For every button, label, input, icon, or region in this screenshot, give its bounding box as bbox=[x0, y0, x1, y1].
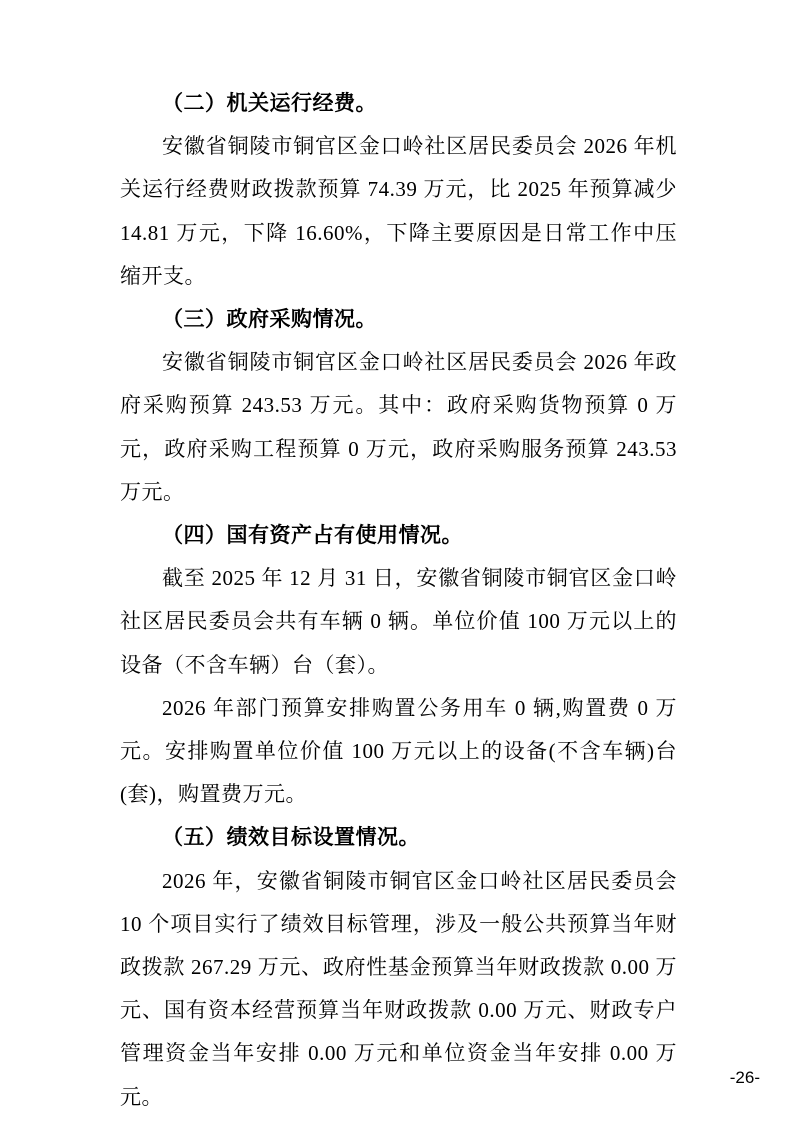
paragraph-state-owned-assets-1: 截至 2025 年 12 月 31 日，安徽省铜陵市铜官区金口岭社区居民委员会共有车辆 0 辆。单位价值 100 万元以上的设备（不含车辆）台（套）。 bbox=[120, 566, 677, 677]
paragraph-state-owned-assets-2: 2026 年部门预算安排购置公务用车 0 辆,购置费 0 万元。安排购置单位价值 100 万元以上的设备(不含车辆)台(套)，购置费万元。 bbox=[120, 695, 677, 807]
paragraph-performance-targets: 2026 年，安徽省铜陵市铜官区金口岭社区居民委员会 10 个项目实行了绩效目标管理，涉及一般公共预算当年财政拨款 267.29 万元、政府性基金预算当年财政拨款 0.00 万元、国有资本经营预算当年财政拨款 0.00 万元、财政专户管理资金当年安排 0.00 万元和单位资金当年安排 0.00 万元。 bbox=[120, 868, 677, 1109]
section-heading-performance-targets: （五）绩效目标设置情况。 bbox=[162, 825, 420, 850]
document-content bbox=[120, 82, 677, 1119]
section-heading-government-procurement: （三）政府采购情况。 bbox=[162, 307, 377, 332]
paragraph-organ-operating-expenses: 安徽省铜陵市铜官区金口岭社区居民委员会 2026 年机关运行经费财政拨款预算 74.39 万元，比 2025 年预算减少 14.81 万元，下降 16.60%，下降主要原因是日常工作中压缩开支。 bbox=[120, 134, 677, 288]
page-number: -26- bbox=[729, 1068, 760, 1087]
paragraph-government-procurement: 安徽省铜陵市铜官区金口岭社区居民委员会 2026 年政府采购预算 243.53 万元。其中：政府采购货物预算 0 万元，政府采购工程预算 0 万元，政府采购服务预算 243.53 万元。 bbox=[120, 350, 677, 504]
section-heading-organ-operating-expenses: （二）机关运行经费。 bbox=[162, 91, 377, 115]
section-heading-state-owned-assets: （四）国有资产占有使用情况。 bbox=[162, 523, 463, 548]
